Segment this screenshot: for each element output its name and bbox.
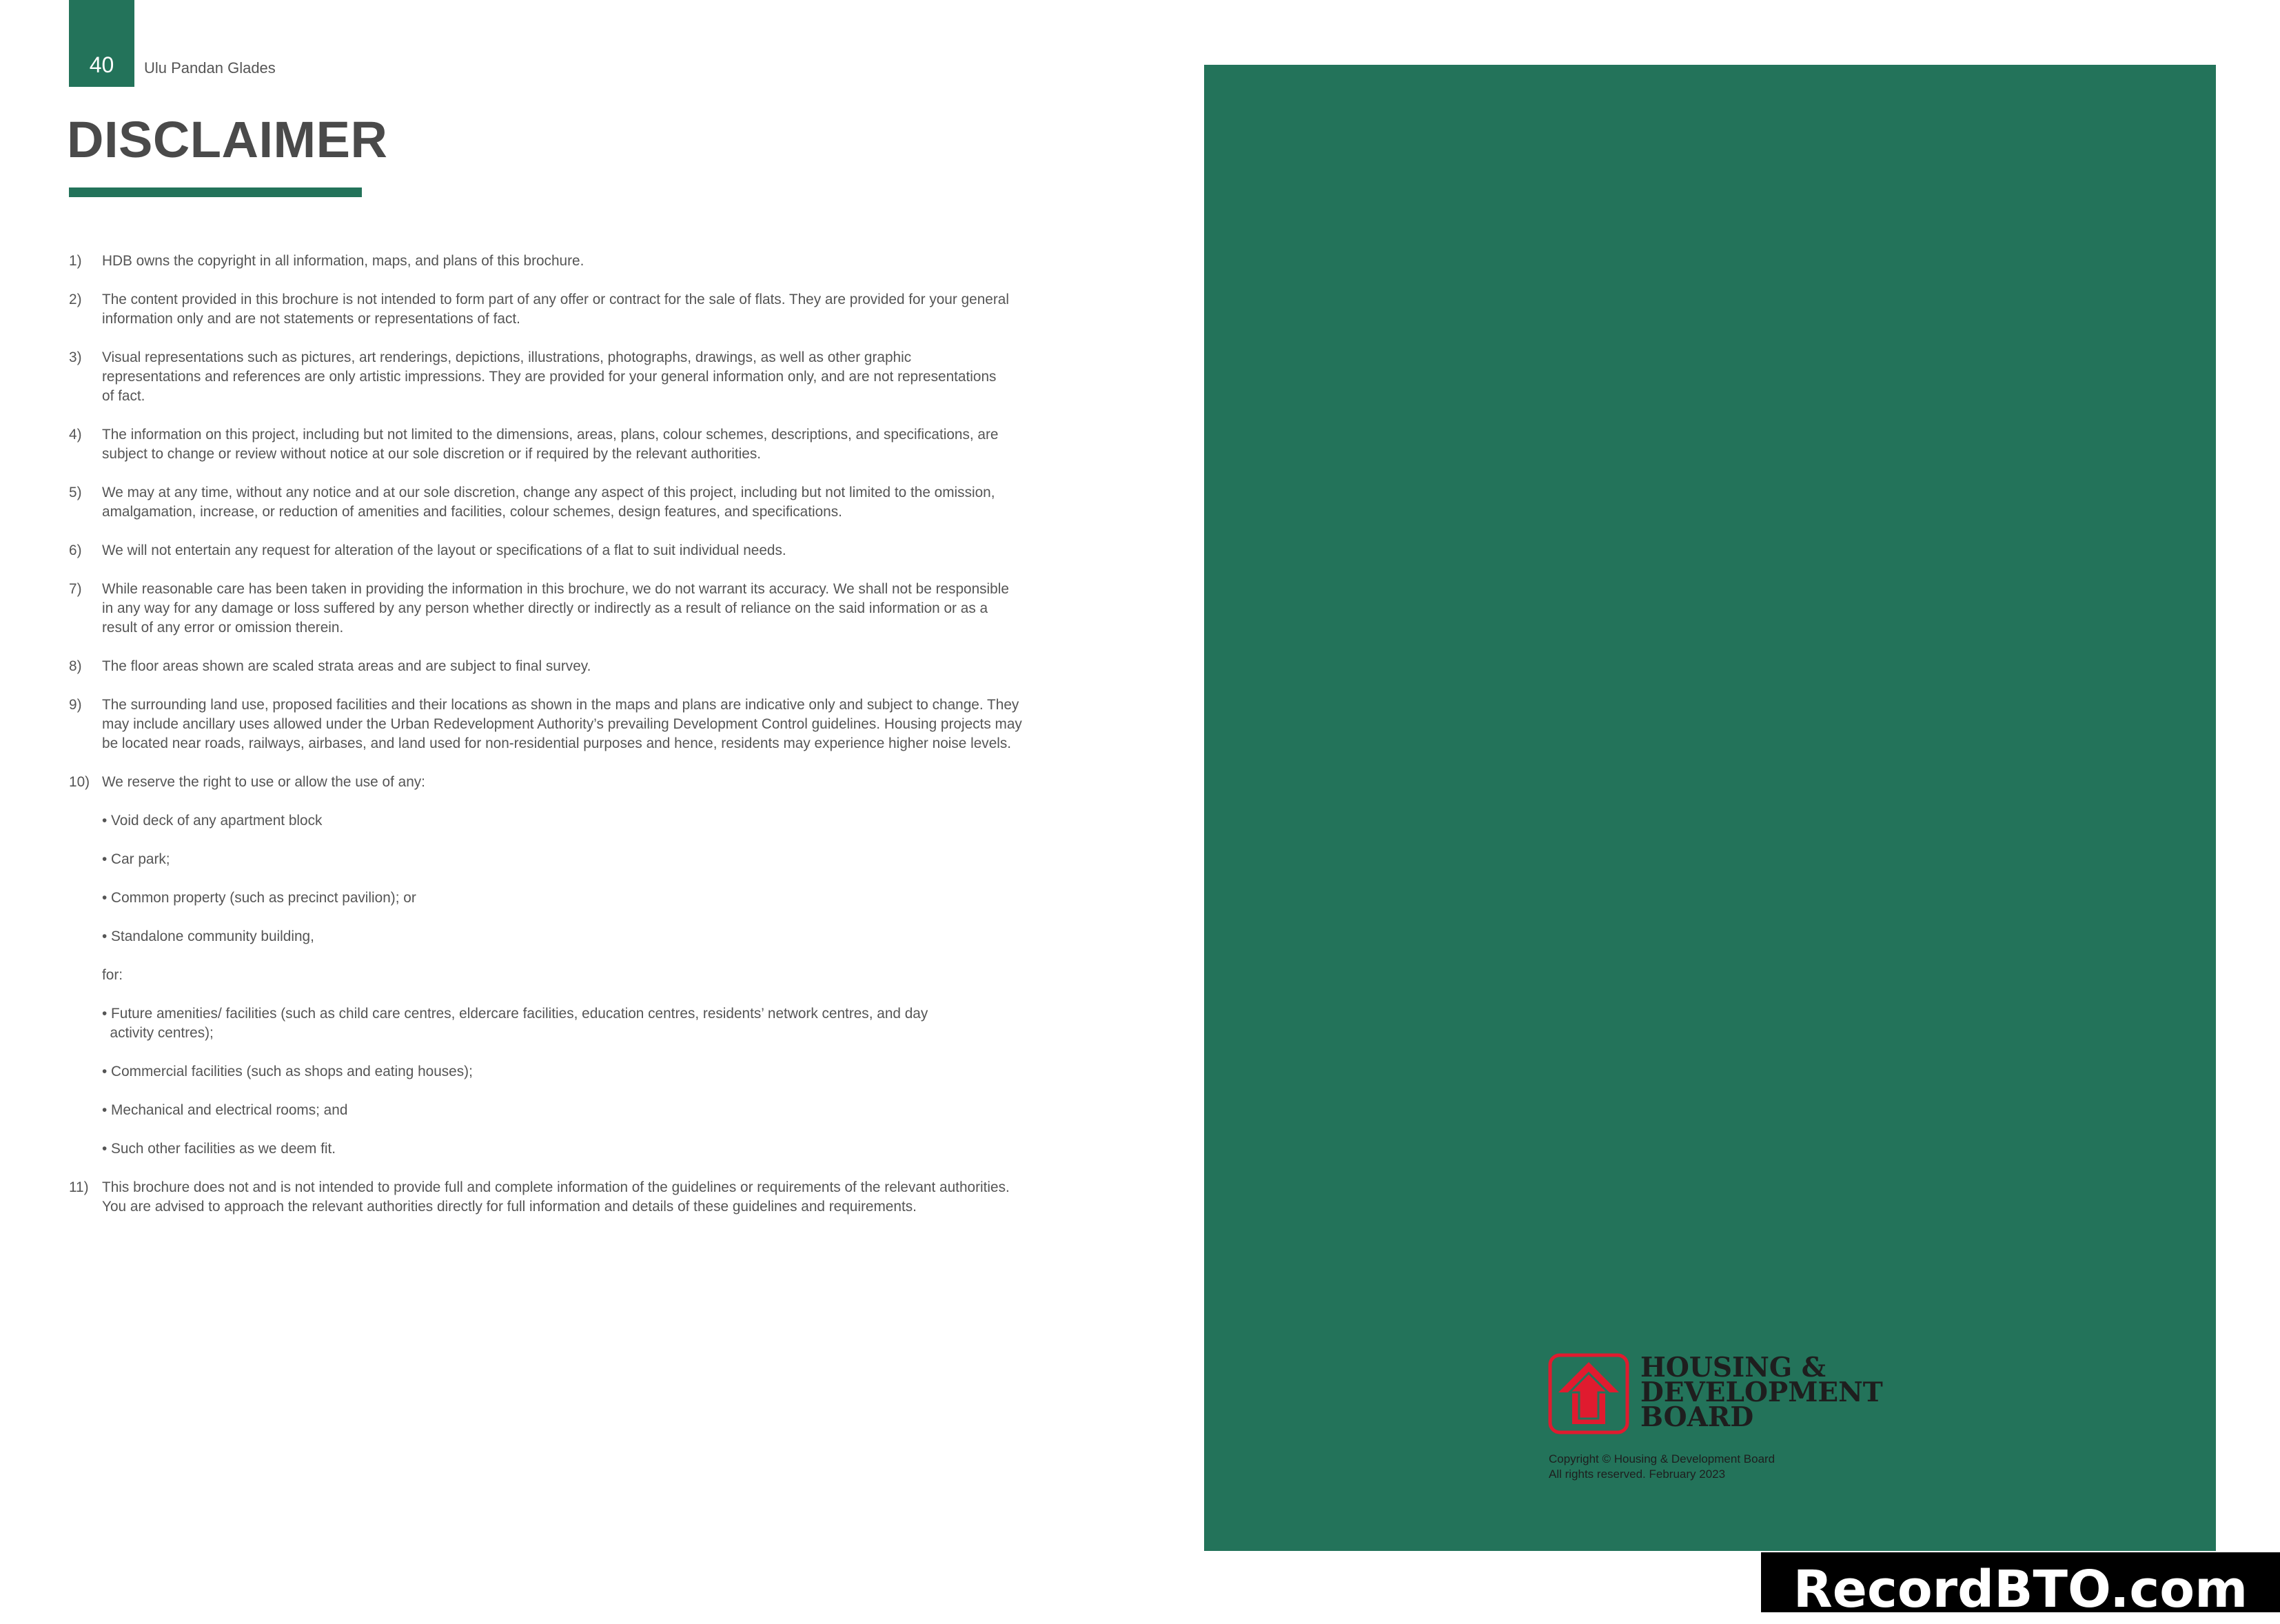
item-number: 6)	[69, 542, 82, 558]
disclaimer-item-6	[69, 541, 1103, 560]
item-text-line: subject to change or review without notice at our sole discretion or if required by the relevant authorities.	[102, 446, 762, 462]
item-number: 10)	[69, 774, 90, 790]
item-number: 4)	[69, 427, 82, 443]
bullet-item: • Such other facilities as we deem fit.	[102, 1141, 336, 1157]
green-cover-panel	[1204, 65, 2216, 1551]
disclaimer-item-9	[69, 696, 1103, 753]
item-number: 8)	[69, 658, 82, 674]
watermark-banner	[1761, 1552, 2280, 1619]
item-intro: We reserve the right to use or allow the use of any:	[102, 774, 425, 790]
page-title: DISCLAIMER	[67, 111, 388, 168]
disclaimer-item-10	[69, 773, 1103, 1159]
disclaimer-list	[69, 252, 1103, 1236]
item-text-line: While reasonable care has been taken in providing the information in this brochure, we do not warrant its accuracy. We shall not be responsible	[102, 581, 1009, 597]
bullet-item-continued: activity centres);	[102, 1025, 214, 1041]
item-number: 7)	[69, 581, 82, 597]
disclaimer-item-5	[69, 483, 1103, 522]
bullet-item: • Commercial facilities (such as shops and eating houses);	[102, 1064, 473, 1079]
item-text-line: The floor areas shown are scaled strata areas and are subject to final survey.	[102, 658, 591, 674]
item-text-line: Visual representations such as pictures, art renderings, depictions, illustrations, photographs, drawings, as well as other graphic	[102, 349, 912, 365]
item-text-line: result of any error or omission therein.	[102, 620, 344, 636]
item-text-line: be located near roads, railways, airbases, and land used for non-residential purposes and hence, residents may experience higher noise levels.	[102, 735, 1012, 751]
item-text-line: The information on this project, including but not limited to the dimensions, areas, plans, colour schemes, descriptions, and specifications, are	[102, 427, 999, 443]
bullet-item: • Standalone community building,	[102, 928, 314, 944]
disclaimer-item-7	[69, 580, 1103, 638]
hdb-logo-text	[1640, 1352, 1883, 1433]
bullet-item: • Car park;	[102, 851, 170, 867]
item-text-line: The surrounding land use, proposed facilities and their locations as shown in the maps and plans are indicative only and subject to change. They	[102, 697, 1019, 713]
logo-line: HOUSING &	[1640, 1352, 1826, 1383]
bullet-item: • Mechanical and electrical rooms; and	[102, 1102, 348, 1118]
page-number: 40	[89, 52, 114, 77]
item-text-line: amalgamation, increase, or reduction of amenities and facilities, colour schemes, design features, and specifications.	[102, 504, 842, 520]
bullet-item: • Void deck of any apartment block	[102, 813, 323, 829]
project-name: Ulu Pandan Glades	[144, 59, 276, 77]
item-text-line: We will not entertain any request for alteration of the layout or specifications of a flat to suit individual needs.	[102, 542, 786, 558]
title-underline	[69, 187, 362, 197]
logo-line: BOARD	[1640, 1401, 1754, 1433]
item-text-line: representations and references are only artistic impressions. They are provided for your general information only, and are not representations	[102, 369, 997, 385]
item-text-line: This brochure does not and is not intended to provide full and complete information of the guidelines or requirements of the relevant authorities.	[102, 1179, 1010, 1195]
watermark-text: RecordBTO.com	[1793, 1560, 2248, 1619]
item-text-line: We may at any time, without any notice and at our sole discretion, change any aspect of this project, including but not limited to the omission,	[102, 485, 995, 500]
item-number: 2)	[69, 292, 82, 307]
disclaimer-item-2	[69, 290, 1103, 329]
item-text-line: of fact.	[102, 388, 145, 404]
item-text-line: HDB owns the copyright in all information, maps, and plans of this brochure.	[102, 253, 584, 269]
disclaimer-item-3	[69, 348, 1103, 406]
hdb-house-arrow-icon	[1547, 1352, 1630, 1435]
item-text-line: may include ancillary uses allowed under the Urban Redevelopment Authority’s prevailing Development Control guidelines. Housing projects may	[102, 716, 1022, 732]
logo-line: DEVELOPMENT	[1640, 1377, 1883, 1408]
disclaimer-item-11	[69, 1178, 1103, 1217]
item-text-line: The content provided in this brochure is not intended to form part of any offer or contract for the sale of flats. They are provided for your general	[102, 292, 1009, 307]
item-text-line: in any way for any damage or loss suffered by any person whether directly or indirectly as a result of reliance on the said information or as a	[102, 600, 988, 616]
disclaimer-item-4	[69, 425, 1103, 464]
item-text-line: You are advised to approach the relevant authorities directly for full information and details of these guidelines and requirements.	[102, 1199, 917, 1215]
copyright-line: All rights reserved. February 2023	[1549, 1468, 1726, 1481]
item-number: 5)	[69, 485, 82, 500]
item-number: 1)	[69, 253, 82, 269]
disclaimer-item-8	[69, 657, 1103, 676]
page-number-badge	[69, 0, 134, 87]
bullet-item: • Common property (such as precinct pavilion); or	[102, 890, 416, 906]
for-label: for:	[102, 967, 123, 983]
copyright-line: Copyright © Housing & Development Board	[1549, 1452, 1775, 1465]
disclaimer-item-1	[69, 252, 1103, 271]
item-number: 11)	[69, 1179, 89, 1195]
item-number: 9)	[69, 697, 82, 713]
item-text-line: information only and are not statements or representations of fact.	[102, 311, 520, 327]
bullet-item: • Future amenities/ facilities (such as child care centres, eldercare facilities, education centres, residents’ network centres, and day	[102, 1006, 928, 1022]
item-number: 3)	[69, 349, 82, 365]
copyright-notice	[1549, 1452, 1775, 1482]
